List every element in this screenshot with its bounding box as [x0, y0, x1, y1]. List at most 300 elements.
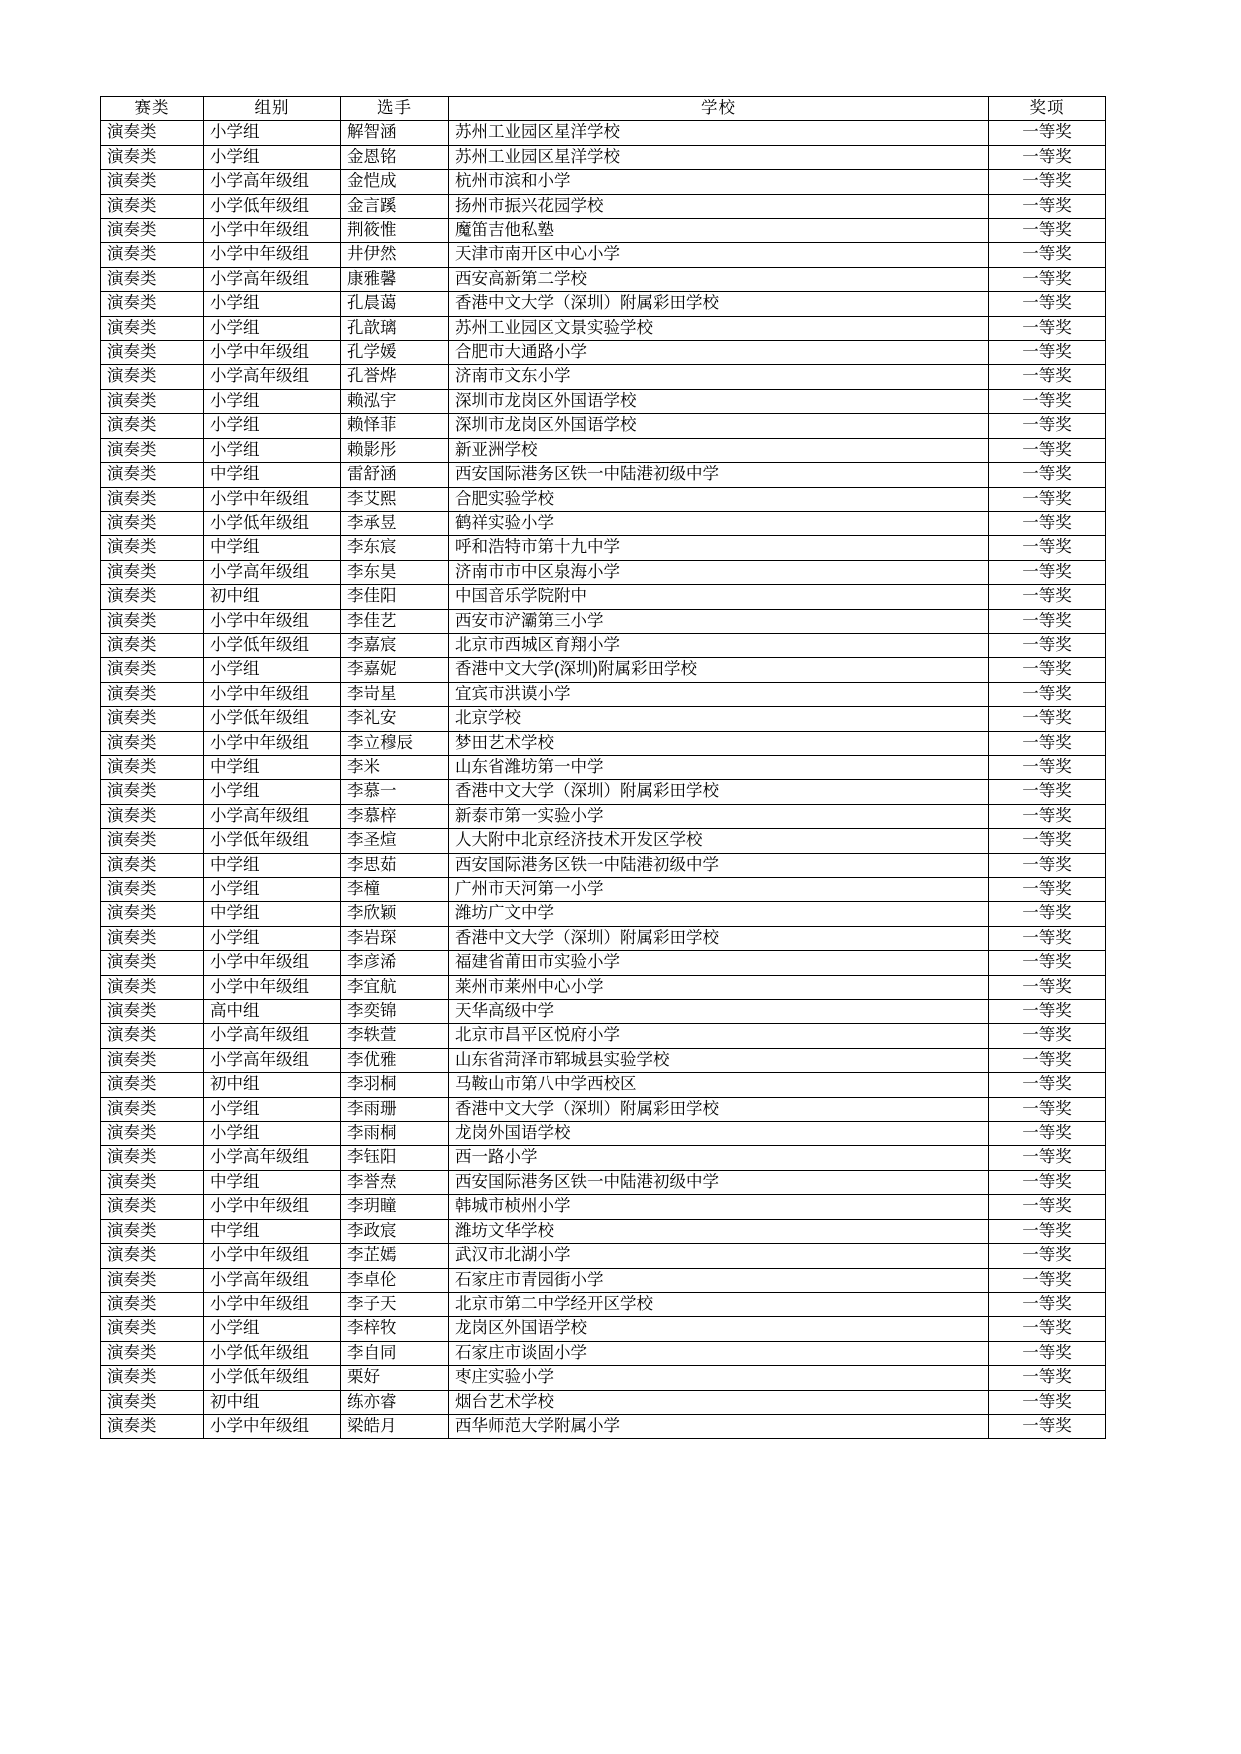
cell-award: 一等奖 [989, 487, 1106, 511]
cell-category: 演奏类 [101, 707, 204, 731]
cell-contestant: 李宜航 [341, 975, 449, 999]
cell-group: 中学组 [204, 1170, 341, 1194]
table-row [101, 1146, 1106, 1170]
cell-award: 一等奖 [989, 170, 1106, 194]
cell-contestant: 李橦 [341, 878, 449, 902]
cell-contestant: 李佳阳 [341, 585, 449, 609]
table-body [101, 121, 1106, 1439]
table-row [101, 731, 1106, 755]
cell-school: 龙岗区外国语学校 [449, 1317, 989, 1341]
cell-category: 演奏类 [101, 365, 204, 389]
cell-contestant: 孔学媛 [341, 341, 449, 365]
cell-award: 一等奖 [989, 511, 1106, 535]
cell-group: 小学组 [204, 1122, 341, 1146]
table-row [101, 1317, 1106, 1341]
cell-award: 一等奖 [989, 1097, 1106, 1121]
cell-category: 演奏类 [101, 1146, 204, 1170]
cell-award: 一等奖 [989, 414, 1106, 438]
cell-contestant: 李奕锦 [341, 1000, 449, 1024]
cell-group: 中学组 [204, 536, 341, 560]
cell-award: 一等奖 [989, 902, 1106, 926]
table-row [101, 1170, 1106, 1194]
cell-award: 一等奖 [989, 682, 1106, 706]
cell-award: 一等奖 [989, 389, 1106, 413]
table-row [101, 511, 1106, 535]
cell-contestant: 李雨珊 [341, 1097, 449, 1121]
cell-contestant: 李思茹 [341, 853, 449, 877]
cell-school: 苏州工业园区星洋学校 [449, 121, 989, 145]
cell-category: 演奏类 [101, 1366, 204, 1390]
cell-group: 中学组 [204, 463, 341, 487]
cell-award: 一等奖 [989, 1170, 1106, 1194]
cell-contestant: 荆筱惟 [341, 219, 449, 243]
cell-school: 西安高新第二学校 [449, 267, 989, 291]
cell-school: 新泰市第一实验小学 [449, 804, 989, 828]
cell-award: 一等奖 [989, 731, 1106, 755]
cell-group: 小学中年级组 [204, 341, 341, 365]
table-row [101, 1219, 1106, 1243]
cell-award: 一等奖 [989, 804, 1106, 828]
table-row [101, 1292, 1106, 1316]
cell-category: 演奏类 [101, 682, 204, 706]
cell-award: 一等奖 [989, 1000, 1106, 1024]
table-row [101, 267, 1106, 291]
cell-category: 演奏类 [101, 463, 204, 487]
cell-award: 一等奖 [989, 1317, 1106, 1341]
table-row [101, 682, 1106, 706]
cell-category: 演奏类 [101, 609, 204, 633]
cell-category: 演奏类 [101, 755, 204, 779]
cell-school: 梦田艺术学校 [449, 731, 989, 755]
table-row [101, 1341, 1106, 1365]
cell-award: 一等奖 [989, 1146, 1106, 1170]
cell-category: 演奏类 [101, 1244, 204, 1268]
table-row [101, 121, 1106, 145]
cell-group: 高中组 [204, 1000, 341, 1024]
cell-contestant: 金恩铭 [341, 145, 449, 169]
table-row [101, 1073, 1106, 1097]
table-row [101, 633, 1106, 657]
cell-award: 一等奖 [989, 926, 1106, 950]
cell-category: 演奏类 [101, 487, 204, 511]
cell-group: 小学低年级组 [204, 1366, 341, 1390]
cell-award: 一等奖 [989, 707, 1106, 731]
table-row [101, 585, 1106, 609]
cell-category: 演奏类 [101, 1073, 204, 1097]
cell-group: 小学低年级组 [204, 829, 341, 853]
cell-contestant: 李彦浠 [341, 951, 449, 975]
cell-group: 小学组 [204, 292, 341, 316]
cell-award: 一等奖 [989, 1024, 1106, 1048]
cell-school: 天津市南开区中心小学 [449, 243, 989, 267]
cell-category: 演奏类 [101, 975, 204, 999]
table-row [101, 975, 1106, 999]
cell-award: 一等奖 [989, 1244, 1106, 1268]
cell-school: 潍坊广文中学 [449, 902, 989, 926]
cell-category: 演奏类 [101, 951, 204, 975]
cell-school: 北京市西城区育翔小学 [449, 633, 989, 657]
cell-group: 小学组 [204, 878, 341, 902]
cell-school: 石家庄市谈固小学 [449, 1341, 989, 1365]
table-row [101, 243, 1106, 267]
cell-school: 马鞍山市第八中学西校区 [449, 1073, 989, 1097]
table-row [101, 1195, 1106, 1219]
cell-school: 深圳市龙岗区外国语学校 [449, 389, 989, 413]
table-row [101, 1000, 1106, 1024]
cell-category: 演奏类 [101, 853, 204, 877]
table-row [101, 829, 1106, 853]
cell-contestant: 孔晨蔼 [341, 292, 449, 316]
cell-category: 演奏类 [101, 145, 204, 169]
table-header-row [101, 97, 1106, 121]
cell-contestant: 李岩琛 [341, 926, 449, 950]
table-row [101, 755, 1106, 779]
column-header-school: 学校 [449, 97, 989, 121]
cell-category: 演奏类 [101, 170, 204, 194]
cell-school: 山东省菏泽市郓城县实验学校 [449, 1048, 989, 1072]
cell-group: 小学高年级组 [204, 1268, 341, 1292]
cell-group: 中学组 [204, 853, 341, 877]
cell-school: 烟台艺术学校 [449, 1390, 989, 1414]
column-header-group: 组别 [204, 97, 341, 121]
cell-category: 演奏类 [101, 1219, 204, 1243]
cell-contestant: 李子天 [341, 1292, 449, 1316]
table-row [101, 1414, 1106, 1438]
cell-category: 演奏类 [101, 243, 204, 267]
cell-group: 小学低年级组 [204, 194, 341, 218]
cell-school: 西安国际港务区铁一中陆港初级中学 [449, 1170, 989, 1194]
cell-group: 小学高年级组 [204, 1146, 341, 1170]
cell-category: 演奏类 [101, 389, 204, 413]
table-row [101, 902, 1106, 926]
cell-award: 一等奖 [989, 121, 1106, 145]
cell-category: 演奏类 [101, 1170, 204, 1194]
cell-contestant: 李艾熙 [341, 487, 449, 511]
cell-group: 小学高年级组 [204, 365, 341, 389]
cell-category: 演奏类 [101, 1268, 204, 1292]
cell-contestant: 金言蹊 [341, 194, 449, 218]
cell-category: 演奏类 [101, 1000, 204, 1024]
cell-award: 一等奖 [989, 341, 1106, 365]
cell-award: 一等奖 [989, 829, 1106, 853]
table-row [101, 1366, 1106, 1390]
cell-school: 香港中文大学（深圳）附属彩田学校 [449, 292, 989, 316]
cell-group: 小学中年级组 [204, 1414, 341, 1438]
cell-school: 魔笛吉他私塾 [449, 219, 989, 243]
cell-school: 中国音乐学院附中 [449, 585, 989, 609]
cell-group: 小学高年级组 [204, 267, 341, 291]
table-row [101, 316, 1106, 340]
cell-contestant: 李岢星 [341, 682, 449, 706]
cell-category: 演奏类 [101, 219, 204, 243]
cell-group: 小学高年级组 [204, 1024, 341, 1048]
cell-award: 一等奖 [989, 243, 1106, 267]
cell-contestant: 李圣煊 [341, 829, 449, 853]
cell-contestant: 李钰阳 [341, 1146, 449, 1170]
cell-group: 小学组 [204, 414, 341, 438]
cell-group: 中学组 [204, 902, 341, 926]
table-row [101, 292, 1106, 316]
table-row [101, 658, 1106, 682]
cell-award: 一等奖 [989, 365, 1106, 389]
cell-contestant: 李玥瞳 [341, 1195, 449, 1219]
cell-school: 韩城市桢州小学 [449, 1195, 989, 1219]
cell-group: 小学中年级组 [204, 609, 341, 633]
cell-award: 一等奖 [989, 755, 1106, 779]
cell-school: 西安国际港务区铁一中陆港初级中学 [449, 463, 989, 487]
cell-group: 小学高年级组 [204, 804, 341, 828]
cell-school: 龙岗外国语学校 [449, 1122, 989, 1146]
table-row [101, 780, 1106, 804]
column-header-category: 赛类 [101, 97, 204, 121]
cell-category: 演奏类 [101, 731, 204, 755]
table-row [101, 487, 1106, 511]
cell-school: 新亚洲学校 [449, 438, 989, 462]
cell-contestant: 李轶萱 [341, 1024, 449, 1048]
cell-group: 小学组 [204, 389, 341, 413]
cell-award: 一等奖 [989, 1073, 1106, 1097]
cell-group: 小学低年级组 [204, 633, 341, 657]
cell-group: 初中组 [204, 585, 341, 609]
column-header-award: 奖项 [989, 97, 1106, 121]
cell-school: 北京市昌平区悦府小学 [449, 1024, 989, 1048]
cell-contestant: 赖影彤 [341, 438, 449, 462]
table-row [101, 365, 1106, 389]
cell-category: 演奏类 [101, 658, 204, 682]
cell-award: 一等奖 [989, 1219, 1106, 1243]
cell-award: 一等奖 [989, 1390, 1106, 1414]
cell-school: 山东省潍坊第一中学 [449, 755, 989, 779]
cell-contestant: 孔歆璃 [341, 316, 449, 340]
cell-category: 演奏类 [101, 1292, 204, 1316]
cell-group: 小学低年级组 [204, 707, 341, 731]
table-row [101, 341, 1106, 365]
cell-contestant: 李优雅 [341, 1048, 449, 1072]
cell-contestant: 李米 [341, 755, 449, 779]
cell-group: 小学中年级组 [204, 975, 341, 999]
table-row [101, 389, 1106, 413]
cell-category: 演奏类 [101, 1390, 204, 1414]
cell-school: 石家庄市青园街小学 [449, 1268, 989, 1292]
cell-category: 演奏类 [101, 316, 204, 340]
cell-contestant: 李雨桐 [341, 1122, 449, 1146]
cell-award: 一等奖 [989, 292, 1106, 316]
award-results-table [100, 96, 1106, 1439]
table-row [101, 170, 1106, 194]
cell-award: 一等奖 [989, 316, 1106, 340]
cell-group: 小学中年级组 [204, 1292, 341, 1316]
cell-contestant: 李梓牧 [341, 1317, 449, 1341]
cell-group: 小学组 [204, 316, 341, 340]
cell-contestant: 李政宸 [341, 1219, 449, 1243]
column-header-contestant: 选手 [341, 97, 449, 121]
cell-group: 小学中年级组 [204, 1244, 341, 1268]
cell-contestant: 赖泓宇 [341, 389, 449, 413]
cell-contestant: 李佳艺 [341, 609, 449, 633]
cell-school: 北京市第二中学经开区学校 [449, 1292, 989, 1316]
cell-category: 演奏类 [101, 1048, 204, 1072]
cell-award: 一等奖 [989, 194, 1106, 218]
cell-group: 小学中年级组 [204, 1195, 341, 1219]
cell-category: 演奏类 [101, 1414, 204, 1438]
cell-category: 演奏类 [101, 560, 204, 584]
cell-contestant: 栗好 [341, 1366, 449, 1390]
cell-school: 呼和浩特市第十九中学 [449, 536, 989, 560]
cell-award: 一等奖 [989, 1341, 1106, 1365]
cell-category: 演奏类 [101, 1317, 204, 1341]
cell-school: 潍坊文华学校 [449, 1219, 989, 1243]
cell-school: 人大附中北京经济技术开发区学校 [449, 829, 989, 853]
cell-category: 演奏类 [101, 121, 204, 145]
cell-school: 合肥市大通路小学 [449, 341, 989, 365]
cell-award: 一等奖 [989, 658, 1106, 682]
cell-award: 一等奖 [989, 1366, 1106, 1390]
table-row [101, 951, 1106, 975]
table-row [101, 194, 1106, 218]
cell-group: 小学低年级组 [204, 1341, 341, 1365]
cell-contestant: 孔誉烨 [341, 365, 449, 389]
cell-school: 宜宾市洪谟小学 [449, 682, 989, 706]
table-row [101, 926, 1106, 950]
cell-category: 演奏类 [101, 1122, 204, 1146]
cell-contestant: 康雅馨 [341, 267, 449, 291]
cell-award: 一等奖 [989, 1122, 1106, 1146]
cell-award: 一等奖 [989, 780, 1106, 804]
cell-group: 小学中年级组 [204, 243, 341, 267]
cell-school: 深圳市龙岗区外国语学校 [449, 414, 989, 438]
table-row [101, 609, 1106, 633]
cell-school: 西安国际港务区铁一中陆港初级中学 [449, 853, 989, 877]
cell-school: 香港中文大学（深圳）附属彩田学校 [449, 1097, 989, 1121]
cell-group: 小学组 [204, 658, 341, 682]
cell-contestant: 赖怿菲 [341, 414, 449, 438]
cell-category: 演奏类 [101, 1024, 204, 1048]
cell-award: 一等奖 [989, 267, 1106, 291]
table-row [101, 878, 1106, 902]
table-row [101, 1122, 1106, 1146]
cell-contestant: 李自同 [341, 1341, 449, 1365]
cell-school: 香港中文大学(深圳)附属彩田学校 [449, 658, 989, 682]
cell-contestant: 练亦睿 [341, 1390, 449, 1414]
cell-category: 演奏类 [101, 829, 204, 853]
table-row [101, 1390, 1106, 1414]
cell-award: 一等奖 [989, 438, 1106, 462]
cell-contestant: 李立穆辰 [341, 731, 449, 755]
cell-contestant: 井伊然 [341, 243, 449, 267]
cell-school: 扬州市振兴花园学校 [449, 194, 989, 218]
cell-award: 一等奖 [989, 145, 1106, 169]
cell-school: 武汉市北湖小学 [449, 1244, 989, 1268]
table-row [101, 853, 1106, 877]
cell-contestant: 李东宸 [341, 536, 449, 560]
cell-award: 一等奖 [989, 219, 1106, 243]
table-row [101, 1268, 1106, 1292]
cell-award: 一等奖 [989, 560, 1106, 584]
cell-award: 一等奖 [989, 585, 1106, 609]
cell-group: 小学中年级组 [204, 951, 341, 975]
cell-award: 一等奖 [989, 975, 1106, 999]
cell-school: 广州市天河第一小学 [449, 878, 989, 902]
cell-group: 小学组 [204, 438, 341, 462]
cell-category: 演奏类 [101, 267, 204, 291]
table-row [101, 219, 1106, 243]
cell-school: 北京学校 [449, 707, 989, 731]
cell-award: 一等奖 [989, 1048, 1106, 1072]
cell-school: 合肥实验学校 [449, 487, 989, 511]
cell-school: 西一路小学 [449, 1146, 989, 1170]
table-row [101, 438, 1106, 462]
cell-category: 演奏类 [101, 1195, 204, 1219]
cell-category: 演奏类 [101, 780, 204, 804]
cell-category: 演奏类 [101, 414, 204, 438]
cell-school: 枣庄实验小学 [449, 1366, 989, 1390]
cell-contestant: 李东昊 [341, 560, 449, 584]
cell-category: 演奏类 [101, 194, 204, 218]
cell-group: 初中组 [204, 1390, 341, 1414]
cell-category: 演奏类 [101, 292, 204, 316]
cell-contestant: 李慕一 [341, 780, 449, 804]
cell-category: 演奏类 [101, 926, 204, 950]
cell-group: 小学组 [204, 780, 341, 804]
cell-school: 天华高级中学 [449, 1000, 989, 1024]
cell-group: 小学高年级组 [204, 1048, 341, 1072]
cell-group: 小学组 [204, 121, 341, 145]
cell-group: 小学高年级组 [204, 560, 341, 584]
cell-contestant: 解智涵 [341, 121, 449, 145]
cell-award: 一等奖 [989, 853, 1106, 877]
cell-category: 演奏类 [101, 902, 204, 926]
cell-group: 小学组 [204, 145, 341, 169]
cell-group: 小学中年级组 [204, 682, 341, 706]
table-row [101, 1244, 1106, 1268]
cell-award: 一等奖 [989, 633, 1106, 657]
cell-group: 小学中年级组 [204, 487, 341, 511]
cell-contestant: 李誉焘 [341, 1170, 449, 1194]
cell-group: 小学中年级组 [204, 731, 341, 755]
cell-category: 演奏类 [101, 1341, 204, 1365]
cell-award: 一等奖 [989, 1414, 1106, 1438]
cell-category: 演奏类 [101, 511, 204, 535]
cell-award: 一等奖 [989, 536, 1106, 560]
cell-category: 演奏类 [101, 878, 204, 902]
table-row [101, 145, 1106, 169]
cell-contestant: 李芷嫣 [341, 1244, 449, 1268]
table-row [101, 536, 1106, 560]
cell-group: 小学组 [204, 1097, 341, 1121]
table-row [101, 1024, 1106, 1048]
cell-category: 演奏类 [101, 1097, 204, 1121]
table-row [101, 1097, 1106, 1121]
cell-school: 苏州工业园区星洋学校 [449, 145, 989, 169]
cell-group: 小学组 [204, 1317, 341, 1341]
cell-school: 济南市文东小学 [449, 365, 989, 389]
cell-school: 莱州市莱州中心小学 [449, 975, 989, 999]
cell-award: 一等奖 [989, 951, 1106, 975]
cell-category: 演奏类 [101, 633, 204, 657]
cell-contestant: 李卓伦 [341, 1268, 449, 1292]
cell-award: 一等奖 [989, 463, 1106, 487]
table-row [101, 463, 1106, 487]
cell-school: 香港中文大学（深圳）附属彩田学校 [449, 780, 989, 804]
cell-school: 西华师范大学附属小学 [449, 1414, 989, 1438]
cell-contestant: 梁皓月 [341, 1414, 449, 1438]
cell-school: 苏州工业园区文景实验学校 [449, 316, 989, 340]
cell-school: 西安市浐灞第三小学 [449, 609, 989, 633]
table-row [101, 414, 1106, 438]
cell-group: 小学低年级组 [204, 511, 341, 535]
cell-contestant: 金恺成 [341, 170, 449, 194]
cell-category: 演奏类 [101, 341, 204, 365]
